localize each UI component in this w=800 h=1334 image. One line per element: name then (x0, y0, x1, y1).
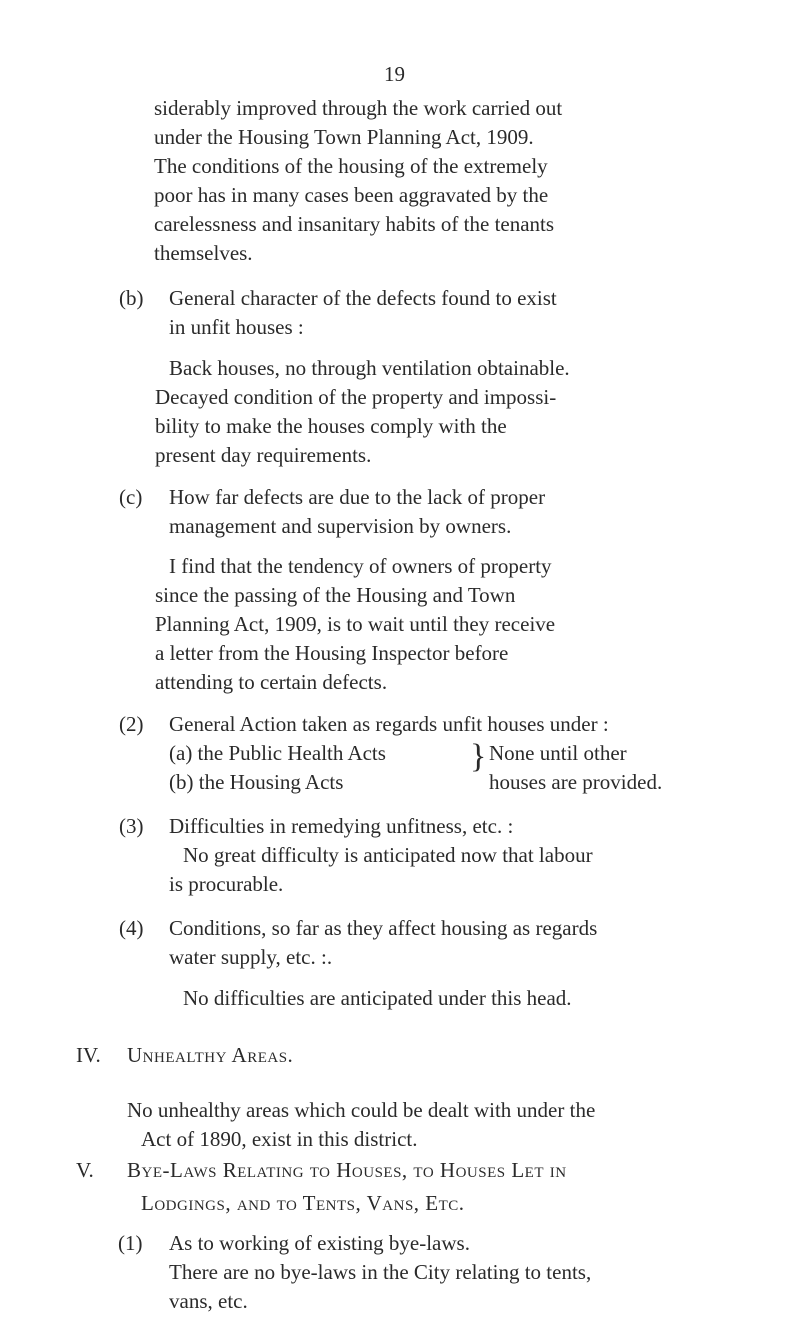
intro-paragraph (154, 94, 562, 268)
item-4-question (169, 914, 597, 972)
text-line: carelessness and insanitary habits of the tenants (154, 212, 555, 236)
section-heading-iv: Unhealthy Areas. (127, 1043, 294, 1067)
text-line: bility to make the houses comply with the (155, 414, 507, 438)
text-line: water supply, etc. :. (169, 945, 333, 969)
item-2-reply-line2: houses are provided. (489, 770, 663, 794)
text-line: siderably improved through the work carried out (154, 96, 563, 120)
item-label-4: (4) (119, 916, 144, 940)
item-3-answer (169, 841, 593, 899)
section-heading-v (127, 1156, 567, 1218)
heading-line: Lodgings, and to Tents, Vans, Etc. (141, 1191, 465, 1215)
item-b-answer (155, 354, 570, 470)
item-c-answer (155, 552, 555, 697)
section-number-iv: IV. (76, 1043, 101, 1067)
section-iv-body (127, 1096, 595, 1154)
item-2-reply-line1: None until other (489, 741, 627, 765)
text-line: No unhealthy areas which could be dealt with under the (127, 1098, 596, 1122)
item-2-question: General Action taken as regards unfit houses under : (169, 712, 609, 736)
page-number: 19 (384, 62, 405, 86)
text-line: is procurable. (169, 872, 284, 896)
item-label-c: (c) (119, 485, 143, 509)
text-line: Back houses, no through ventilation obtainable. (169, 356, 570, 380)
text-line: attending to certain defects. (155, 670, 388, 694)
text-line: since the passing of the Housing and Town (155, 583, 516, 607)
text-line: The conditions of the housing of the extremely (154, 154, 548, 178)
heading-line: Bye-Laws Relating to Houses, to Houses Let in (127, 1158, 567, 1182)
item-b-question (169, 284, 557, 342)
item-v1-text (169, 1229, 591, 1316)
item-3-question: Difficulties in remedying unfitness, etc. : (169, 814, 514, 838)
text-line: in unfit houses : (169, 315, 304, 339)
text-line: management and supervision by owners. (169, 514, 512, 538)
item-4-answer: No difficulties are anticipated under this head. (183, 986, 572, 1010)
text-line: a letter from the Housing Inspector before (155, 641, 509, 665)
section-number-v: V. (76, 1158, 94, 1182)
item-c-question (169, 483, 545, 541)
text-line: themselves. (154, 241, 253, 265)
item-2-b: (b) the Housing Acts (169, 770, 344, 794)
text-line: Conditions, so far as they affect housing as regards (169, 916, 598, 940)
item-2-a: (a) the Public Health Acts (169, 741, 386, 765)
item-label-b: (b) (119, 286, 144, 310)
item-label-3: (3) (119, 814, 144, 838)
text-line: Planning Act, 1909, is to wait until they receive (155, 612, 556, 636)
text-line: How far defects are due to the lack of proper (169, 485, 546, 509)
item-label-v1: (1) (118, 1231, 143, 1255)
text-line: vans, etc. (169, 1289, 248, 1313)
text-line: No great difficulty is anticipated now that labour (183, 843, 593, 867)
brace-symbol: } (470, 738, 487, 775)
text-line: As to working of existing bye-laws. (169, 1231, 470, 1255)
text-line: present day requirements. (155, 443, 372, 467)
text-line: I find that the tendency of owners of property (169, 554, 552, 578)
text-line: General character of the defects found to exist (169, 286, 557, 310)
text-line: Act of 1890, exist in this district. (141, 1127, 418, 1151)
text-line: There are no bye-laws in the City relating to tents, (169, 1260, 592, 1284)
item-label-2: (2) (119, 712, 144, 736)
text-line: Decayed condition of the property and impossi- (155, 385, 557, 409)
text-line: poor has in many cases been aggravated by the (154, 183, 549, 207)
text-line: under the Housing Town Planning Act, 1909. (154, 125, 534, 149)
